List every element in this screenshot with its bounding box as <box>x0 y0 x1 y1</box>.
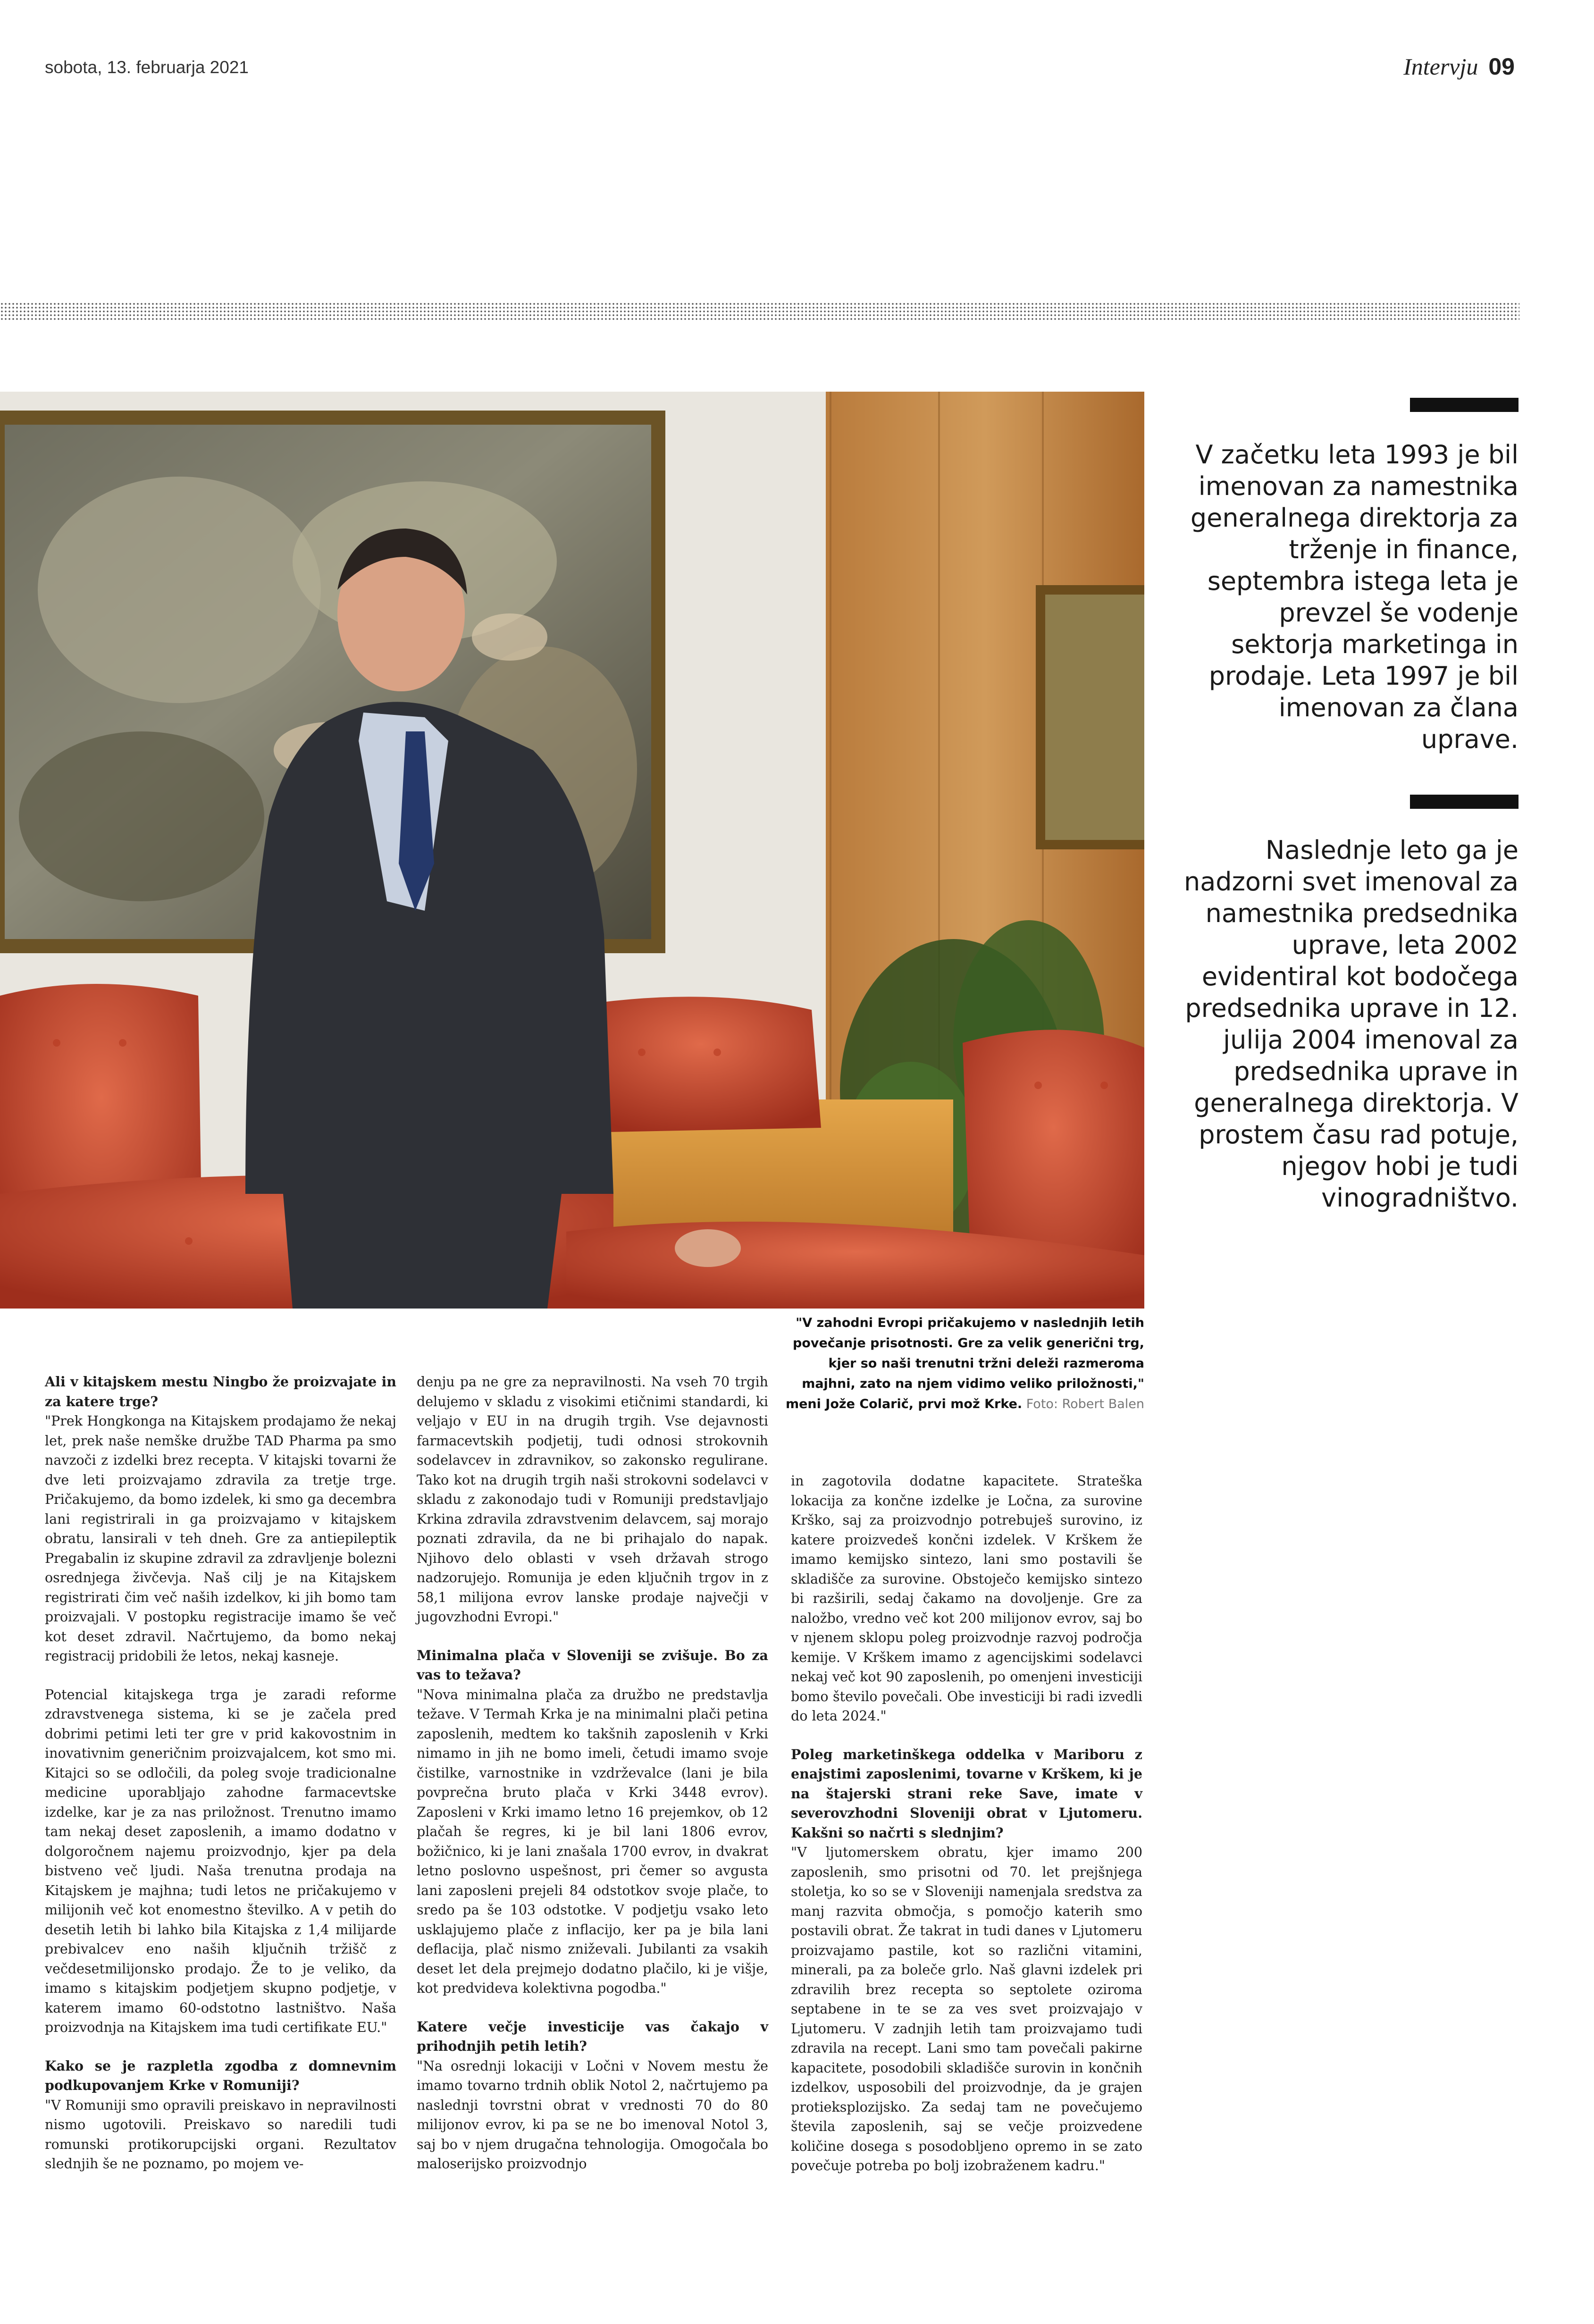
answer: in zagotovila dodatne kapacitete. Strateška lokacija za končne izdelke je Ločna, za surovine Krško, saj za proizvodnjo potrebuješ surovino, iz katere proizvedeš končni izdelek. V Krškem že imamo kemijsko sintezo, lani smo postavili še skladišče za surovine. Obstoječo kemijsko sintezo bi razširili, sedaj čakamo na dovoljenje. Gre za naložbo, vredno več kot 200 milijonov evrov, saj bo v njenem sklopu poleg proizvodnje razvoj področja kemije. V Krškem imamo z agencijskimi sodelavci nekaj več kot 90 zaposlenih, po omenjeni investiciji bomo število povečali. Obe investiciji bi radi izvedli do leta 2024." <box>791 1473 1142 1724</box>
page-number: 09 <box>1488 53 1515 80</box>
article-block <box>791 1745 1142 2176</box>
article-block <box>417 1372 768 1627</box>
photo-illustration <box>0 392 1144 1309</box>
question: Katere večje investicije vas čakajo v prihodnjih petih letih? <box>417 2018 768 2054</box>
portrait-photo <box>0 392 1144 1309</box>
sidebar-text-1: V začetku leta 1993 je bil imenovan za namestnika generalnega direktorja za trženje in finance, septembra istega leta je prevzel še vodenje sektorja marketinga in prodaje. Leta 1997 je bil imenovan za člana uprave. <box>1190 440 1518 754</box>
article-block <box>417 1646 768 1998</box>
answer: "V Romuniji smo opravili preiskavo in nepravilnosti nismo ugotovili. Preiskavo so naredili tudi romunski protikorupcijski organi. Rezultatov slednjih še ne poznamo, po mojem ve- <box>45 2097 396 2172</box>
answer: "V ljutomerskem obratu, kjer imamo 200 zaposlenih, smo prisotni od 70. let prejšnjega stoletja, ko so se v Sloveniji namenjala sredstva za manj razvita območja, s pomočjo katerih smo postavili obrat. Že takrat in tudi danes v Ljutomeru proizvajamo pastile, kot so različni vitamini, minerali, pa za boleče grlo. Naš glavni izdelek pri zdravilih brez recepta so septolete oziroma septabene in te se za ves svet proizvajajo v Ljutomeru. V zadnjih letih tam proizvajamo tudi zdravila na recept. Lani smo tam povečali pakirne kapacitete, posodobili skladišče surovin in končnih izdelkov, usposobili del proizvodnje, da je grajen protieksplozijsko. Za sedaj tam ne povečujemo števila zaposlenih, saj se večje proizvedene količine dosega s posodobljeno opremo in se zato povečuje potreba po bolj izobraženem kadru." <box>791 1845 1142 2173</box>
article-block <box>791 1471 1142 1726</box>
answer: "Nova minimalna plača za družbo ne predstavlja težave. V Termah Krka je na minimalni plači petina zaposlenih, medtem ko takšnih zaposlenih v Krki nimamo in jih ne bomo imeli, četudi imamo svoje čistilke, varnostnike in vzdrževalce (lani je bila povprečna bruto plača v Krki 3448 evrov). Zaposleni v Krki imamo letno 16 prejemkov, ob 12 plačah še regres, ki je bil lani 1806 evrov, božičnico, ki je lani znašala 1700 evrov, in dvakrat letno poslovno uspešnost, pri čemer so avgusta lani zaposleni prejeli 84 odstotkov svoje plače, to sredo pa še 103 odstotke. V podjetju vsako leto usklajujemo plače z inflacijo, ker pa je bila lani deflacija, plač nismo zniževali. Jubilanti za vsakih deset let dela prejmejo dodatno plačilo, ki je višje, kot predvideva kolektivna pogodba." <box>417 1686 768 1996</box>
article-block <box>417 2017 768 2174</box>
section-name: Intervju <box>1403 53 1478 80</box>
sidebar-text-2: Naslednje leto ga je nadzorni svet imenoval za namestnika predsednika uprave, leta 2002 evidentiral kot bodočega predsednika uprave in 12. julija 2004 imenoval za predsednika uprave in generalnega direktorja. V prostem času rad potuje, njegov hobi je tudi vinogradništvo. <box>1183 835 1518 1213</box>
answer: "Na osrednji lokaciji v Ločni v Novem mestu že imamo tovarno trdnih oblik Notol 2, načrtujemo pa naslednji tovrstni obrat v vrednosti 70 do 80 milijonov evrov, ki pa se ne bo imenoval Notol 3, saj bo v njem drugačna tehnologija. Omogočala bo maloserijsko proizvodnjo <box>417 2058 768 2172</box>
photo-caption <box>774 1313 1144 1414</box>
article-column-3 <box>791 1471 1142 2195</box>
answer: "Prek Hongkonga na Kitajskem prodajamo že nekaj let, prek naše nemške družbe TAD Pharma pa smo navzoči z izdelki brez recepta. V kitajski tovarni že dve leti proizvajamo zdravila za tretje trge. Pričakujemo, da bomo izdelek, ki smo ga decembra lani registrirali in ga proizvajamo v kitajskem obratu, lansirali v teh dneh. Gre za antiepileptik Pregabalin iz skupine zdravil za zdravljenje bolezni osrednjega živčevja. Naš cilj je na Kitajskem registrirati čim več naših izdelkov, ki jih bomo tam proizvajali. V postopku registracije imamo še več kot deset zdravil. Načrtujemo, da bomo nekaj registracij pridobili že letos, nekaj kasneje. <box>45 1413 396 1664</box>
caption-text: "V zahodni Evropi pričakujemo v naslednjih letih povečanje prisotnosti. Gre za velik generični trg, kjer so naši trenutni tržni deleži razmeroma majhni, zato na njem vidimo veliko priložnosti," meni Jože Colarič, prvi mož Krke. <box>785 1316 1144 1411</box>
answer: Potencial kitajskega trga je zaradi reforme zdravstvenega sistema, ki se je začela pred dobrimi petimi leti ter gre v prid kakovostnim in inovativnim generičnim proizvajalcem, kot smo mi. Kitajci so se odločili, da poleg svoje tradicionalne medicine uporabljajo zahodne farmacevtske izdelke, kar je za nas priložnost. Trenutno imamo tam nekaj deset zaposlenih, a imamo dodatno v dolgoročnem najemu proizvodnjo, kjer pa dela bistveno več ljudi. Naša trenutna prodaja na Kitajskem je majhna; tudi letos ne pričakujemo v milijonih več kot enomestno številko. A v petih do desetih letih bi lahko bila Kitajska z 1,4 milijarde prebivalcev eno naših ključnih tržišč z večdesetmilijonsko prodajo. Že to je veliko, da imamo s kitajskim podjetjem skupno podjetje, v katerem imamo 60-odstotno lastništvo. Naša proizvodnja na Kitajskem ima tudi certifikate EU." <box>45 1686 396 2035</box>
sidebar-rule-2 <box>1410 795 1518 809</box>
sidebar-rule-1 <box>1410 398 1518 412</box>
question: Kako se je razpletla zgodba z domnevnim podkupovanjem Krke v Romuniji? <box>45 2057 396 2093</box>
section-header <box>1403 53 1515 80</box>
issue-date: sobota, 13. februarja 2021 <box>45 58 249 77</box>
article-block <box>45 2056 396 2174</box>
article-column-1 <box>45 1372 396 2193</box>
article-column-2 <box>417 1372 768 2193</box>
answer: denju pa ne gre za nepravilnosti. Na vseh 70 trgih delujemo v skladu z visokimi etičnimi standardi, ki veljajo v EU in na drugih trgih. Vse dejavnosti farmacevtskih podjetij, tudi odnosi strokovnih sodelavcev in zdravnikov, so zakonsko regulirane. Tako kot na drugih trgih naši strokovni sodelavci v skladu z zakonodajo tudi v Romuniji predstavljajo Krkina zdravila zdravstvenim delavcem, saj morajo poznati zdravila, da ne bi prihajalo do napak. Njihovo delo oblasti v vseh državah strogo nadzorujejo. Romunija je eden ključnih trgov in z 58,1 milijona evrov lanske prodaje največji v jugovzhodni Evropi." <box>417 1374 768 1625</box>
photo-credit: Foto: Robert Balen <box>1026 1397 1144 1411</box>
question: Ali v kitajskem mestu Ningbo že proizvajate in za katere trge? <box>45 1374 396 1410</box>
article-block <box>45 1685 396 2038</box>
dotted-divider <box>0 302 1519 320</box>
question: Poleg marketinškega oddelka v Mariboru z enajstimi zaposlenimi, tovarne v Krškem, ki je na štajerski strani reke Save, imate v severovzhodni Sloveniji obrat v Ljutomeru. Kakšni so načrti s slednjim? <box>791 1746 1142 1841</box>
question: Minimalna plača v Sloveniji se zvišuje. Bo za vas to težava? <box>417 1647 768 1683</box>
article-block <box>45 1372 396 1666</box>
